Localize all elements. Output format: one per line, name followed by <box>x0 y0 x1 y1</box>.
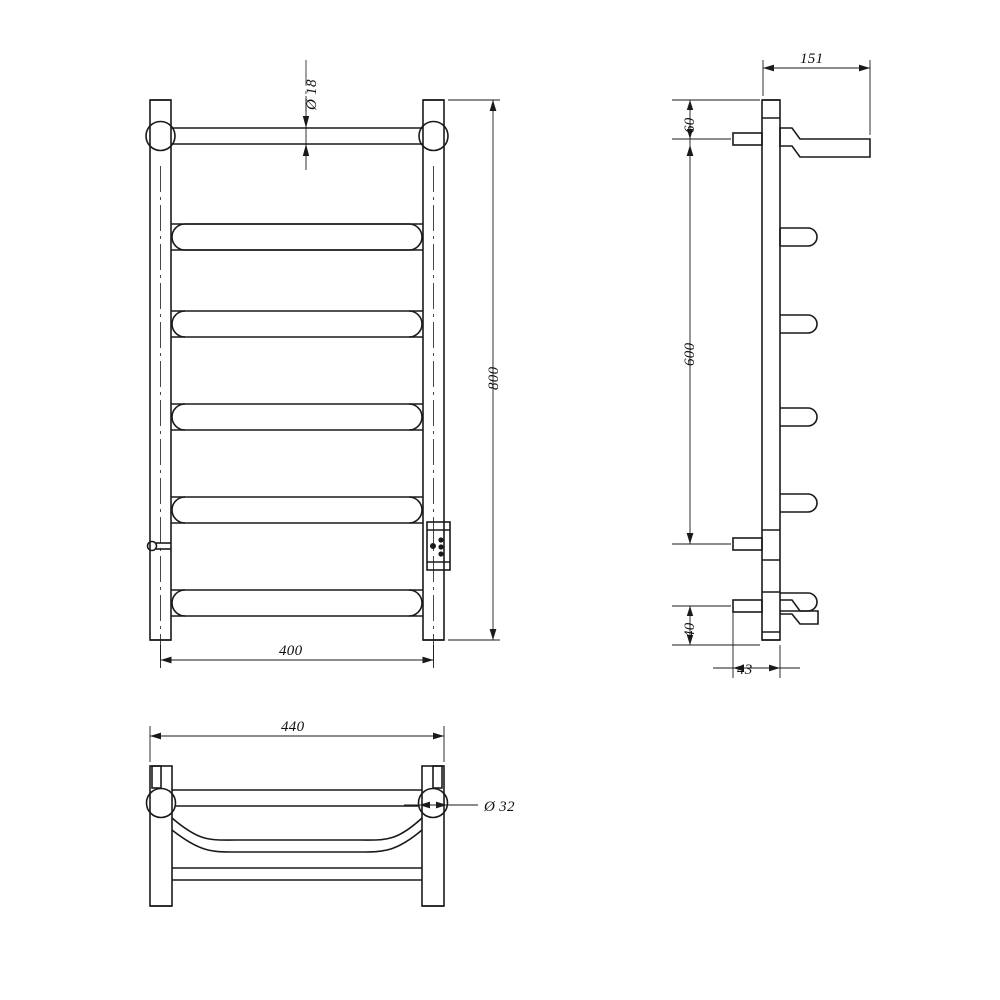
rung-stub <box>780 315 817 333</box>
dim-label-total-depth: 151 <box>800 51 824 67</box>
control-unit <box>427 522 450 570</box>
rung <box>171 224 423 250</box>
rung <box>171 311 423 337</box>
dim-label-post-diameter: Ø 32 <box>484 799 515 815</box>
rung-stub <box>780 228 817 246</box>
dim-label-bracket-offset-top: 60 <box>682 117 698 133</box>
side-view-dimensions <box>672 60 870 678</box>
dim-label-front-width: 400 <box>279 643 303 659</box>
top-view-geometry <box>147 766 448 906</box>
top-view-dimensions <box>150 726 478 808</box>
dim-label-tube-diameter: Ø 18 <box>304 79 320 110</box>
rung-stub <box>780 494 817 512</box>
rung <box>171 497 423 523</box>
front-view-dimensions <box>161 96 501 668</box>
rung <box>171 404 423 430</box>
dim-label-top-width: 440 <box>281 719 305 735</box>
dim-label-front-height: 800 <box>486 366 502 390</box>
dim-label-bracket-span: 600 <box>682 342 698 366</box>
side-view-geometry <box>733 100 870 640</box>
left-post-fitting <box>148 542 172 551</box>
dim-label-bracket-offset-bottom: 40 <box>682 622 698 638</box>
rung <box>171 590 423 616</box>
front-view-geometry <box>146 60 450 660</box>
dim-label-wall-depth: 43 <box>737 662 753 678</box>
rung-stub <box>780 408 817 426</box>
